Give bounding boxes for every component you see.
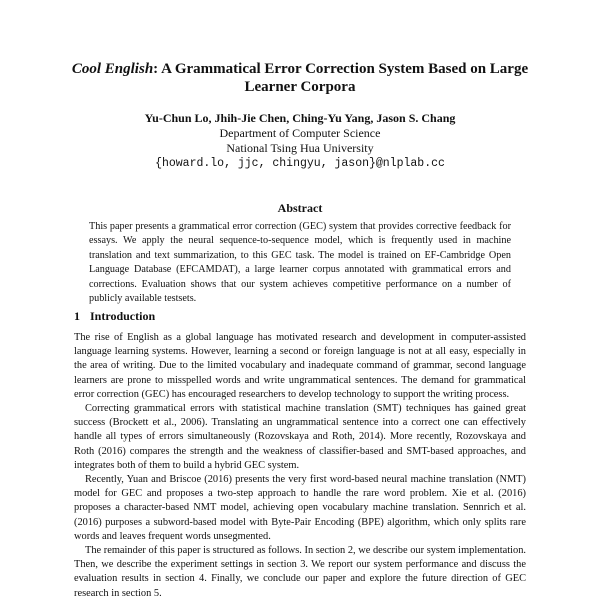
- section-heading: [74, 309, 155, 324]
- author-block: [60, 111, 540, 171]
- author-department: Department of Computer Science: [219, 126, 381, 140]
- author-university: National Tsing Hua University: [226, 141, 374, 155]
- paper-title-rest: : A Grammatical Error Correction System Based on Large Learner Corpora: [153, 61, 529, 95]
- section-body: [74, 331, 526, 601]
- paper-title-italic: Cool English: [71, 61, 154, 77]
- author-names: Yu-Chun Lo, Jhih-Jie Chen, Ching-Yu Yang, Jason S. Chang: [144, 111, 456, 125]
- body-paragraph: The rise of English as a global language has motivated research and development in computer-assisted language learning systems. However, learning a second or foreign language is not at all easy, especially in the area of writing. Due to the limited vocabulary and inadequate command of grammar, second language learners are prone to misspelled words and write ungrammatical sentences. The demand for grammatical error correction (GEC) has encouraged researchers to develop technology to support the writing process.: [74, 332, 526, 400]
- section-title: Introduction: [90, 309, 156, 323]
- body-paragraph: Recently, Yuan and Briscoe (2016) presents the very first word-based neural machine translation (NMT) model for GEC and proposes a two-step approach to handle the rare word problem. Xie et al. (2016) proposes a character-based NMT model, achieving open vocabulary machine translation. Sennrich et al. (2016) purposes a subword-based model with Byte-Pair Encoding (BPE) algorithm, which only splits rare words and leaves frequent words unsegmented.: [74, 474, 526, 542]
- paper-title: [60, 60, 540, 96]
- abstract-text: This paper presents a grammatical error correction (GEC) system that provides corrective feedback for essays. We apply the neural sequence-to-sequence model, which is frequently used in machine translation and text summarization, to this GEC task. The model is trained on EF-Cambridge Open Language Database (EFCAMDAT), a large learner corpus annotated with grammatical errors and corrections. Evaluation shows that our system achieves competitive performance on a number of publicly available testsets.: [89, 221, 511, 305]
- section-number: 1: [74, 309, 80, 323]
- abstract-heading: Abstract: [277, 201, 323, 215]
- author-email: {howard.lo, jjc, chingyu, jason}@nlplab.cc: [155, 157, 445, 170]
- body-paragraph: Correcting grammatical errors with statistical machine translation (SMT) techniques has gained great success (Brockett et al., 2006). Translating an ungrammatical sentence into a correct one can effectively handle all types of errors simultaneously (Rozovskaya and Roth, 2014). More recently, Rozovskaya and Roth (2016) compares the strength and the weakness of classifier-based and SMT-based approaches, and integrates both of them to build a hybrid GEC system.: [74, 403, 526, 471]
- body-paragraph: The remainder of this paper is structured as follows. In section 2, we describe our system implementation. Then, we describe the experiment settings in section 3. We report our system performance and discuss the evaluation results in section 4. Finally, we conclude our paper and explore the future direction of GEC research in section 5.: [74, 545, 526, 599]
